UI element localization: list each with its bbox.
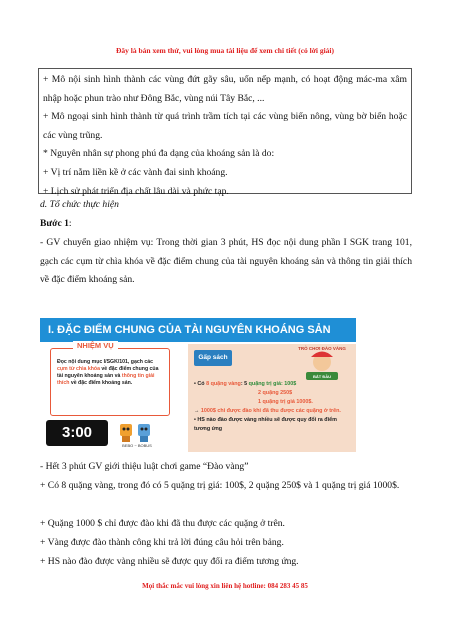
game-title: TRÒ CHƠI ĐÀO VÀNG xyxy=(298,346,346,351)
box-paragraph: * Nguyên nhân sự phong phú đa dạng của khoáng sản là do: xyxy=(43,148,275,160)
game-rule-line: → 1000$ chỉ được đào khi đã thu được các quặng ở trên. xyxy=(194,408,341,414)
after-line: + Quặng 1000 $ chỉ được đào khi đã thu được các quặng ở trên. xyxy=(40,518,285,529)
task-heading: NHIỆM VỤ xyxy=(73,341,118,350)
countdown-timer: 3:00 xyxy=(46,420,108,446)
game-rule-line: 1 quặng trị giá 1000$. xyxy=(258,399,313,405)
game-panel xyxy=(188,344,356,452)
step1-heading xyxy=(40,215,412,234)
box-paragraph: + Vị trí nằm liền kề ở các vành đai sinh khoáng. xyxy=(43,166,228,178)
step1-text: - GV chuyển giao nhiệm vụ: Trong thời gian 3 phút, HS đọc nội dung phần I SGK trang 101, gạch các cụm từ chìa khóa về đặc điểm chung của tài nguyên khoáng sản và thông tin giải thích về đặc điểm khoáng sản. xyxy=(40,237,412,286)
robot-label: BEBO ~ BOBUS xyxy=(122,443,152,448)
preview-banner: Đây là bản xem thử, vui lòng mua tài liệu để xem chi tiết (có lời giải) xyxy=(115,46,335,55)
robot-icon xyxy=(114,416,158,446)
game-start-label: BẮT ĐẦU xyxy=(313,374,331,379)
lesson-slide xyxy=(40,318,356,452)
step1-label: Bước 1 xyxy=(40,218,69,229)
hotline-footer: Mọi thắc mắc vui lòng xin liên hệ hotline: 084 283 45 85 xyxy=(142,582,308,590)
task-text: Đọc nội dung mục I/SGK/101, gạch các xyxy=(57,359,153,365)
after-line: - Hết 3 phút GV giới thiệu luật chơi game “Đào vàng” xyxy=(40,461,249,472)
slide-title: I. ĐẶC ĐIỂM CHUNG CỦA TÀI NGUYÊN KHOÁNG SẢN xyxy=(40,318,356,342)
close-book-button: Gấp sách xyxy=(194,350,232,366)
section-d-heading: d. Tổ chức thực hiện xyxy=(40,199,119,210)
game-rule-line: 2 quặng 250$ xyxy=(258,390,293,396)
formation-box xyxy=(38,68,412,197)
step1-colon: : xyxy=(68,218,72,229)
task-highlight: thông tin giải thích xyxy=(57,373,155,386)
after-line: + Có 8 quặng vàng, trong đó có 5 quặng trị giá: 100$, 2 quặng 250$ và 1 quặng trị giá 1000$. xyxy=(40,480,400,491)
after-line: + Vàng được đào thành công khi trả lời đúng câu hỏi trên bảng. xyxy=(40,537,284,548)
task-highlight: cụm từ chìa khóa xyxy=(57,366,100,372)
task-body xyxy=(57,359,165,387)
after-line: + HS nào đào được vàng nhiều sẽ được quy đổi ra điểm tương ứng. xyxy=(40,556,299,567)
box-paragraph: + Mô nội sinh hình thành các vùng đứt gãy sâu, uốn nếp mạnh, có hoạt động mác-ma xâm nhập hoặc phun trào như Đông Bắc, vùng núi Tây Bắc, ... xyxy=(43,74,407,104)
game-rule-line: • HS nào đào được vàng nhiều sẽ được quy đổi ra điểm tương ứng xyxy=(194,417,337,432)
task-text: về đặc điểm chung của tài nguyên khoáng sản và xyxy=(57,366,159,379)
game-rule-line: • Có 8 quặng vàng: 5 quặng trị giá: 100$ xyxy=(194,381,297,387)
task-box xyxy=(50,341,170,416)
box-paragraph: + Lịch sử phát triển địa chất lâu dài và phức tạp. xyxy=(43,185,229,197)
game-rules xyxy=(194,380,352,434)
box-paragraph: + Mô ngoại sinh hình thành từ quá trình trầm tích tại các vùng biển nông, vùng bờ biển hoặc các vùng trũng. xyxy=(43,111,407,141)
task-text: về đặc điểm khoáng sản. xyxy=(69,380,133,386)
